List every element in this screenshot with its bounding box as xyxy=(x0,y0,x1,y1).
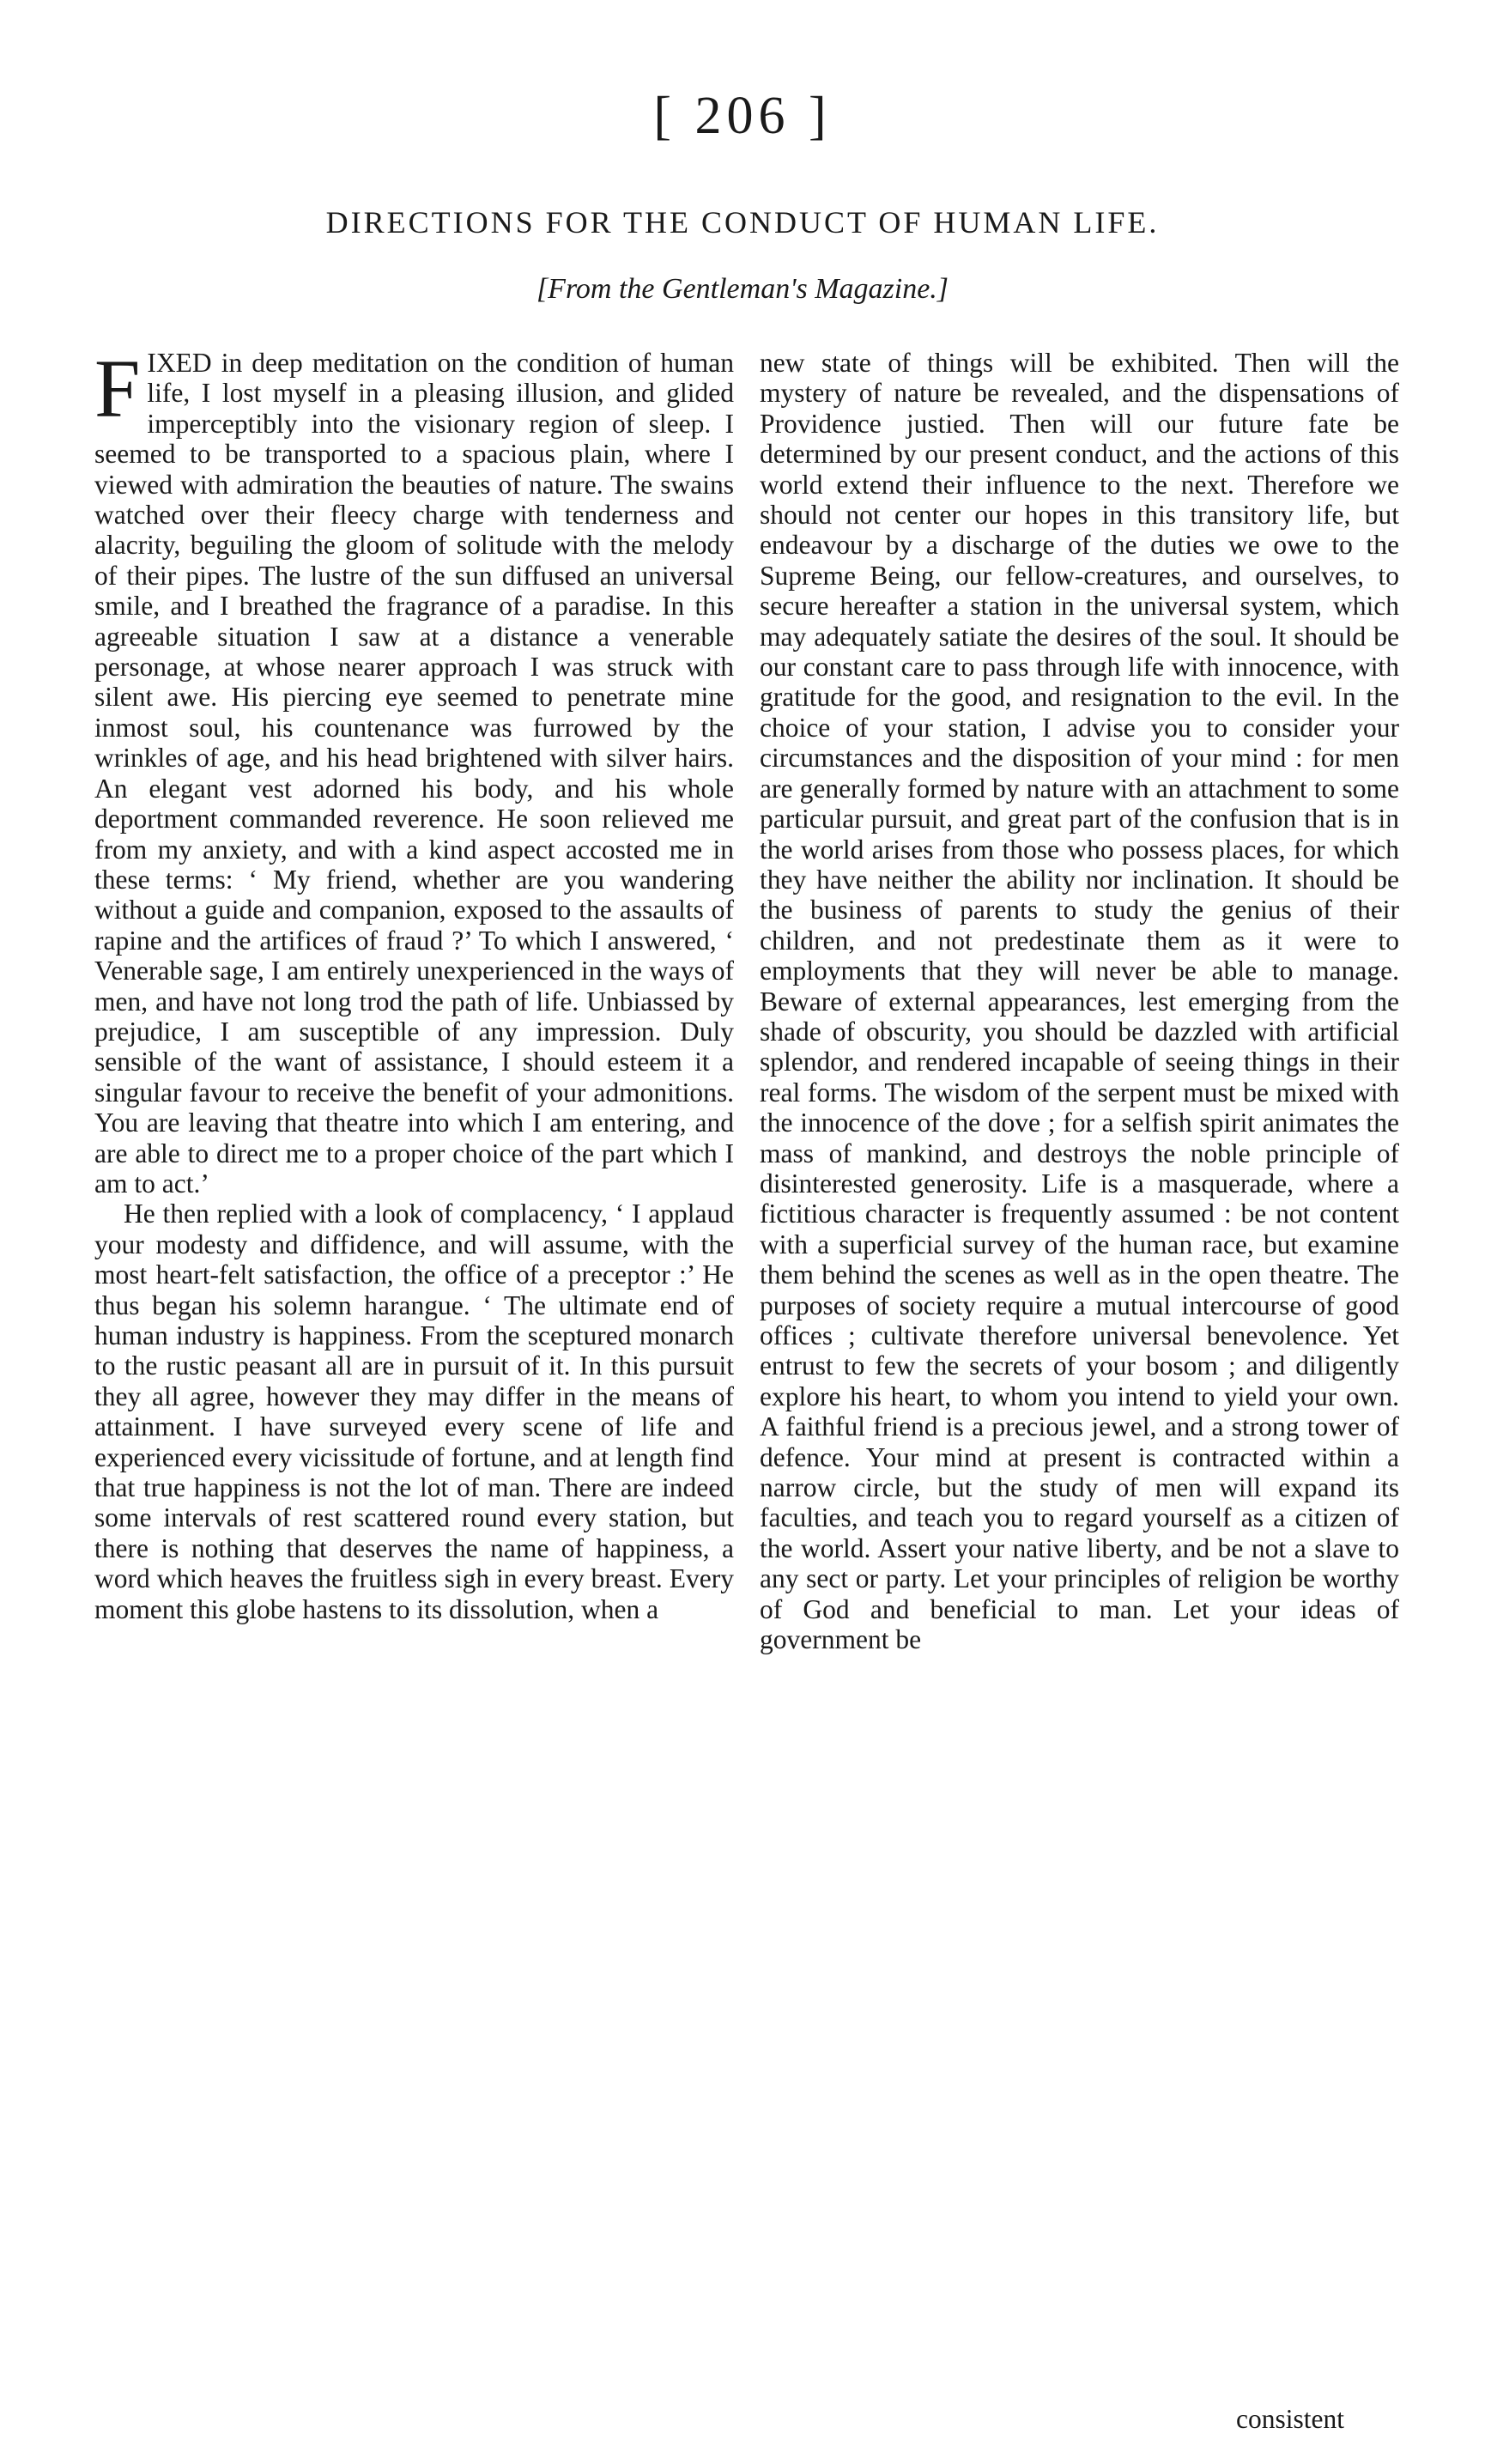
drop-cap: F xyxy=(94,348,141,434)
paragraph xyxy=(94,348,734,1199)
article-source: [From the Gentleman's Magazine.] xyxy=(536,273,949,305)
left-column xyxy=(94,348,734,2391)
right-column xyxy=(760,348,1399,2391)
paragraph: new state of things will be exhibited. Then will the mystery of nature be revealed, and the dispensations of Providence justied. Then will our future fate be determined by our present conduct, and the actions of this world extend their influence to the next. Therefore we should not center our hopes in this transitory life, but endeavour by a discharge of the duties we owe to the Supreme Being, our fellow-creatures, and ourselves, to secure hereafter a station in the universal system, which may adequately satiate the desires of the soul. It should be our constant care to pass through life with innocence, with gratitude for the good, and resignation to the evil. In the choice of your station, I advise you to consider your circumstances and the disposition of your mind : for men are generally formed by nature with an attachment to some particular pursuit, and great part of the confusion that is in the world arises from those who possess places, for which they have neither the ability nor inclination. It should be the business of parents to study the genius of their children, and not predestinate them as it were to employments that they will never be able to manage. Beware of external appearances, lest emerging from the shade of obscurity, you should be dazzled with artificial splendor, and rendered incapable of seeing things in their real forms. The wisdom of the serpent must be mixed with the innocence of the dove ; for a selfish spirit animates the mass of mankind, and destroys the noble principle of disinterested generosity. Life is a masquerade, where a fictitious character is frequently assumed : be not content with a superficial survey of the human race, but examine them behind the scenes as well as in the open theatre. The purposes of society require a mutual intercourse of good offices ; cultivate therefore universal benevolence. Yet entrust to few the secrets of your bosom ; and diligently explore his heart, to whom you intend to yield your own. A faithful friend is a precious jewel, and a strong tower of defence. Your mind at present is contracted within a narrow circle, but the study of men will expand its faculties, and teach you to regard yourself as a citizen of the world. Assert your native liberty, and be not a slave to any sect or party. Let your principles of religion be worthy of God and beneficial to man. Let your ideas of government be xyxy=(760,348,1399,1655)
article-title: DIRECTIONS FOR THE CONDUCT OF HUMAN LIFE. xyxy=(325,205,1160,240)
catchword: consistent xyxy=(1236,2404,1344,2434)
page-number: [ 206 ] xyxy=(653,87,832,145)
paragraph-text: IXED in deep meditation on the condition of human life, I lost myself in a pleasing illusion, and glided imperceptibly into the visionary region of sleep. I seemed to be transported to a spacious plain, where I viewed with admiration the beauties of nature. The swains watched over their fleecy charge with tenderness and alacrity, beguiling the gloom of solitude with the melody of their pipes. The lustre of the sun diffused an universal smile, and I breathed the fragrance of a paradise. In this agreeable situation I saw at a distance a venerable personage, at whose nearer approach I was struck with silent awe. His piercing eye seemed to penetrate mine inmost soul, his countenance was furrowed by the wrinkles of age, and his head brightened with silver hairs. An elegant vest adorned his body, and his whole deportment commanded reverence. He soon relieved me from my anxiety, and with a kind aspect accosted me in these terms: ‘ My friend, whether are you wandering without a guide and companion, exposed to the assaults of rapine and the artifices of fraud ?’ To which I answered, ‘ Venerable sage, I am entirely unexperienced in the ways of men, and have not long trod the path of life. Unbiassed by prejudice, I am susceptible of any impression. Duly sensible of the want of assistance, I should esteem it a singular favour to receive the benefit of your admonitions. You are leaving that theatre into which I am entering, and are able to direct me to a proper choice of the part which I am to act.’ xyxy=(94,348,734,1199)
paragraph: He then replied with a look of complacency, ‘ I applaud your modesty and diffidence, and will assume, with the most heart-felt satisfaction, the office of a preceptor :’ He thus began his solemn harangue. ‘ The ultimate end of human industry is happiness. From the sceptured monarch to the rustic peasant all are in pursuit of it. In this pursuit they all agree, however they may differ in the means of attainment. I have surveyed every scene of life and experienced every vicissitude of fortune, and at length find that true happiness is not the lot of man. There are indeed some intervals of rest scattered round every station, but there is nothing that deserves the name of happiness, a word which heaves the fruitless sigh in every breast. Every moment this globe hastens to its dissolution, when a xyxy=(94,1199,734,1624)
